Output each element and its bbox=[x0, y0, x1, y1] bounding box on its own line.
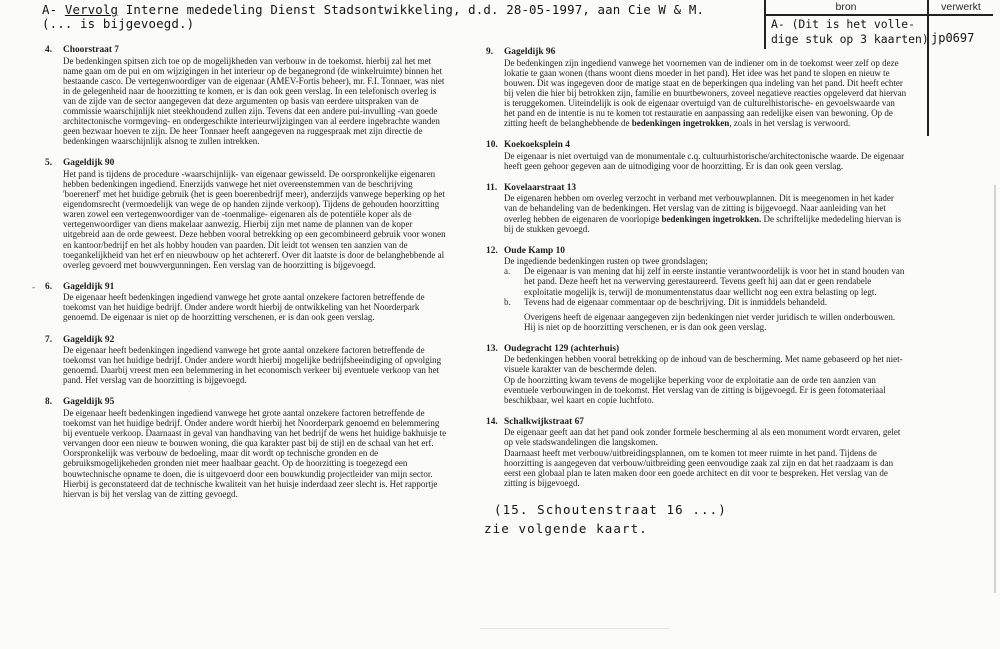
paragraph-text bbox=[63, 169, 446, 270]
section-title: Oude Kamp 10 bbox=[504, 245, 565, 256]
paragraph-text bbox=[63, 292, 425, 322]
document-header bbox=[42, 3, 704, 30]
section-paragraph bbox=[504, 427, 907, 447]
text-run: De bedenkingen zijn ingediend vanwege het voornemen van de indiener om in de toekomst weer zelf op deze lokatie te gaan wonen (thans woont diens moeder in het pand). Het idee was het pand te slopen en nieuw te bouwen. Dit was ingegeven door de matige staat en de beperkingen qua indeling van het pand. Dit heeft echter bij velen die hier bij betrokken zijn, familie en buurtbewoners, zoveel negatieve reacties opgeleverd dat hiervan is teruggekomen. Uiteindelijk is ook de eigenaar overtuigd van de culturelhistorische- en gevoelswaarde van het pand en de intentie is nu te komen tot restauratie en aanpassing aan redelijke eisen van bewoning. Op de zitting heeft de belanghebbende de bbox=[504, 57, 907, 129]
paragraph-text bbox=[504, 256, 708, 266]
section-title: Gageldijk 90 bbox=[63, 158, 115, 169]
text-run: De eigenaar heeft bedenkingen ingediend vanwege het grote aantal onzekere factoren betreffende de toekomst van het huidige bedrijf. Onder andere wordt hierbij het Noorderpark genoemd en belemmering bij eventuele verkoop. Daarnaast in geval van handhaving van het bedrijf de wens het huidige bakhuisje te vervangen door een nieuw te bouwen woning, die qua karakter past bij de stijl en de schaal van het erf. Oorspronkelijk was verbouw de bedoeling, maar dit wordt op technische gronden en de gebruiksmogelijkeheden gronden niet meer haalbaar geacht. Op de hoorzitting is toegezegd een bouwtechnische opname te doen, die is uitgevoerd door een bouwkundig projectleider van mijn sector. Hierbij is geconstateerd dat de technische kwaliteit van het huisje inderdaad zeer slecht is. Het rapportje hiervan is bij het verslag van de zitting gevoegd. bbox=[63, 407, 447, 499]
section-number: 6. bbox=[45, 281, 53, 292]
section-paragraph bbox=[504, 375, 907, 405]
text-run: De schriftelijke mededeling hiervan is bij de stukken gevoegd. bbox=[504, 213, 901, 234]
text-run: Het pand is tijdens de procedure -waarschijnlijk- van eigenaar gewisseld. De oorspronkelijke eigenaren hebben bedenkingen ingediend. Enerzijds vanwege het niet overeenstemmen van de beschrijving 'boerenerf' met het huidige gebruik (het is geen boerenbedrijf meer), anderzijds vanwege beperking op het eigendomsrecht (vermoedelijk van wege de op handen zijnde verkoop). Tijdens de gehouden hoorzitting waren zowel een vertegenwoordiger van de -toenmalige- eigenaren als de potentiële koper als de vertegenwoordiger van diens makelaar aanwezig. Hierbij zijn met name de plannen van de koper uitgebreid aan de orde geweest. Deze hebben vooral betrekking op een gecombineerd gebruik voor wonen en kantoor/bedrijf en het als hobby houden van paarden. Dit leidt tot wensen ten aanzien van de toegankelijkheid van het erf en nieuwbouw op het achtererf. Over dit laatste is door de belanghebbende al overleg gevoerd met bouwvergunningen. Een verslag van de hoorzitting is bijgevoegd. bbox=[63, 168, 446, 270]
section-paragraph bbox=[63, 408, 449, 499]
paragraph-text bbox=[504, 448, 893, 488]
paragraph-text bbox=[504, 58, 906, 129]
paragraph-text bbox=[504, 375, 886, 405]
section-number: 4. bbox=[45, 45, 53, 55]
text-run: De bedenkingen hebben vooral betrekking op de inhoud van de bescherming. Met name gebaseerd op het niet-visuele karakter van de beschermde delen. bbox=[504, 354, 903, 375]
section-5 bbox=[45, 158, 449, 269]
footer-note-line1: (15. Schoutenstraat 16 ...) bbox=[494, 501, 727, 517]
section-number: 12. bbox=[486, 245, 498, 256]
scan-edge-artifact bbox=[994, 185, 996, 593]
section-8 bbox=[45, 397, 449, 498]
stamp-table-header-rule bbox=[764, 14, 993, 16]
section-heading bbox=[45, 281, 449, 293]
paragraph-text bbox=[63, 408, 446, 499]
section-title: Gageldijk 92 bbox=[63, 334, 115, 345]
section-paragraph bbox=[504, 354, 907, 374]
section-heading bbox=[45, 45, 449, 56]
section-number: 11. bbox=[486, 182, 498, 193]
stamp-source-note bbox=[771, 17, 929, 46]
section-paragraph bbox=[63, 56, 449, 147]
document-header-line1 bbox=[42, 3, 704, 17]
section-4 bbox=[45, 45, 449, 146]
sub-item-letter: a. bbox=[504, 266, 511, 277]
section-paragraph bbox=[63, 169, 449, 270]
section-heading bbox=[486, 245, 907, 257]
footer-typewriter-note bbox=[486, 500, 907, 538]
text-run: , zoals in het verslag is verwoord. bbox=[729, 118, 851, 129]
emphasized-phrase: bedenkingen ingetrokken. bbox=[661, 213, 762, 224]
section-7 bbox=[45, 335, 449, 386]
section-number: 5. bbox=[45, 158, 53, 169]
section-heading bbox=[486, 140, 907, 151]
section-number: 10. bbox=[486, 140, 498, 151]
paragraph-text bbox=[504, 427, 900, 447]
section-6 bbox=[32, 281, 449, 323]
section-10 bbox=[486, 140, 907, 171]
section-paragraph bbox=[504, 297, 907, 307]
header-prefix: A- bbox=[42, 2, 65, 17]
text-run: De eigenaar geeft aan dat het pand ook zonder formele bescherming al als een monument wordt ervaren, gelet op vele stadswandelingen die langskomen. bbox=[504, 427, 901, 448]
document-header-line2: (... is bijgevoegd.) bbox=[42, 15, 195, 31]
section-paragraph bbox=[504, 266, 907, 296]
section-heading bbox=[486, 47, 907, 58]
section-heading bbox=[45, 397, 449, 408]
margin-dash-artifact: - bbox=[32, 282, 36, 293]
section-heading bbox=[486, 182, 907, 194]
stamp-source-line1: A- (Dit is het volle- bbox=[771, 17, 916, 31]
section-title: Gageldijk 91 bbox=[63, 281, 115, 292]
section-paragraph bbox=[524, 312, 907, 332]
section-paragraph bbox=[504, 151, 907, 171]
section-12 bbox=[486, 246, 907, 332]
section-heading bbox=[486, 343, 907, 355]
section-title: Kovelaarstraat 13 bbox=[504, 182, 577, 193]
stamp-source-line2: dige stuk op 3 kaarten) bbox=[771, 31, 929, 46]
header-rest: Interne mededeling Dienst Stadsontwikkeling, d.d. 28-05-1997, aan Cie W & M. bbox=[118, 2, 705, 17]
emphasized-phrase: bedenkingen ingetrokken bbox=[631, 118, 730, 129]
scan-smudge-artifact bbox=[480, 628, 670, 629]
right-column bbox=[486, 47, 907, 538]
paragraph-text bbox=[63, 345, 441, 385]
text-run: De eigenaren hebben om overleg verzocht in verband met verbouwplannen. Dit is meegenomen in het kader van de behandeling van de bedenkingen. Het verslag van de zitting is bijgevoegd. Naar aanleiding van het overleg hebben de eigenaren de voorlopige bbox=[504, 193, 894, 224]
section-title: Oudegracht 129 (achterhuis) bbox=[504, 343, 620, 354]
stamp-processed-code: jp0697 bbox=[931, 31, 975, 45]
section-title: Koekoeksplein 4 bbox=[504, 140, 570, 151]
paragraph-text bbox=[504, 151, 904, 171]
text-run: De bedenkingen spitsen zich toe op de mogelijkheden van verbouw in de toekomst. hierbij zal het met name gaan om de pui en om wijzigingen in het interieur op de beganegrond (de winkelruimte) binnen het bestaande casco. De vertegenwoordiger van de eigenaar (AMEV-Fortis beheer), mr. F.I. Tonnaer, was niet in de gelegenheid naar de hoorzitting te komen, er is dan ook geen verslag. In een telefonisch overleg is van de zijde van de sector aangegeven dat deze argumenten op basis van eerdere uitspraken van de commissie waarschijnlijk niet steekhoudend zullen zijn. Tevens dat een andere pui-invulling -van goede architectonische vormgeving- en ondergeschikte interieurwijzigingen van al eerdere ingebrachte wanden geen bezwaar hoeven te zijn. De heer Tonnaer heeft aangegeven na ruggespraak met zijn directie de bedenkingen waarschijnlijk alsnog te zullen intrekken. bbox=[63, 55, 445, 147]
header-underlined-word: Vervolg bbox=[64, 2, 119, 17]
stamp-col-verwerkt-header: verwerkt bbox=[941, 1, 981, 13]
section-title: Schalkwijkstraat 67 bbox=[504, 416, 584, 427]
section-number: 7. bbox=[45, 334, 53, 345]
section-heading bbox=[45, 334, 449, 346]
section-paragraph bbox=[504, 58, 907, 129]
text-run: Overigens heeft de eigenaar aangegeven zijn bedenkingen niet verder juridisch te willen onderbouwen. Hij is niet op de hoorzitting verschenen, er is dan ook geen verslag. bbox=[524, 311, 896, 332]
paragraph-text bbox=[524, 297, 827, 307]
footer-note-line2: zie volgende kaart. bbox=[484, 520, 648, 536]
section-paragraph bbox=[504, 256, 907, 266]
section-14 bbox=[486, 417, 907, 488]
section-heading bbox=[486, 416, 907, 428]
section-paragraph bbox=[63, 345, 449, 385]
section-paragraph bbox=[504, 193, 907, 233]
text-run: De eigenaar heeft bedenkingen ingediend vanwege het grote aantal onzekere factoren betreffende de toekomst van het huidige bedrijf. Onder andere wordt hierbij mogelijke bedrijfsbeeindiging of opvolging genoemd. Daarbij vreest men een belemmering in het economisch verkeer bij eventuele verkoop van het pand. Het verslag van de hoorzitting is bijgevoegd. bbox=[63, 345, 442, 386]
section-11 bbox=[486, 183, 907, 234]
section-9 bbox=[486, 47, 907, 128]
text-run: De eigenaar is niet overtuigd van de monumentale c.q. cultuurhistorische/architectonische waarde. De eigenaar heeft geen gehoor gegeven aan de uitnodiging voor de hoorzitting. Er is dan ook geen verslag. bbox=[504, 150, 905, 171]
section-paragraph bbox=[63, 292, 449, 322]
text-run: De ingediende bedenkingen rusten op twee grondslagen; bbox=[504, 256, 708, 267]
section-number: 8. bbox=[45, 397, 53, 408]
paragraph-text bbox=[524, 266, 907, 296]
text-run: De eigenaar heeft bedenkingen ingediend vanwege het grote aantal onzekere factoren betreffende de toekomst van het huidige bedrijf. Onder andere wordt hierbij de ontwikkeling van het Noorderpark genoemd. De eigenaar is niet op de hoorzitting verschenen, er is dan ook geen verslag. bbox=[63, 292, 425, 323]
text-run: Op de hoorzitting kwam tevens de mogelijke beperking voor de exploitatie aan de orde ten aanzien van eventuele verbouwingen in de toekomst. Het verslag van de zitting is bijgevoegd. Er is geen fotomateriaal beschikbaar, wel kaart en copie luchtfoto. bbox=[504, 374, 886, 405]
paragraph-text bbox=[504, 354, 903, 374]
text-run: Daarnaast heeft met verbouw/uitbreidingsplannen, om te komen tot meer ruimte in het pand. Tijdens de hoorzitting is aangegeven dat verbouw/uitbreiding geen eenvoudige zaak zal zijn en dat het raadzaam is dan eerst een globaal plan te laten maken door een goede architect en dit voor te bespreken. Het verslag van de zitting is bijgevoegd. bbox=[504, 447, 894, 488]
sub-item-letter: b. bbox=[504, 296, 511, 307]
section-13 bbox=[486, 344, 907, 405]
section-number: 9. bbox=[486, 47, 494, 57]
paragraph-text bbox=[63, 56, 444, 147]
paragraph-text bbox=[524, 312, 895, 332]
section-title: Gageldijk 96 bbox=[504, 47, 556, 57]
section-number: 14. bbox=[486, 416, 498, 427]
left-column bbox=[32, 45, 449, 511]
text-run: Tevens had de eigenaar commentaar op de beschrijving. Dit is inmiddels behandeld. bbox=[524, 296, 828, 307]
text-run: De eigenaar is van mening dat hij zelf in eerste instantie verantwoordelijk is voor het in stand houden van het pand. Deze heeft het na verwerving gerestaureerd. Tevens geeft hij aan dat er geen rendabele exploitatie mogelijk is, terwijl de monumentenstatus daar wellicht nog een extra belasting op legt. bbox=[524, 266, 905, 297]
section-paragraph bbox=[504, 448, 907, 488]
section-title: Gageldijk 95 bbox=[63, 397, 115, 408]
section-number: 13. bbox=[486, 343, 498, 354]
stamp-col-bron-header: bron bbox=[835, 1, 857, 13]
section-title: Choorstraat 7 bbox=[63, 45, 119, 55]
section-heading bbox=[45, 158, 449, 169]
paragraph-text bbox=[504, 193, 901, 233]
